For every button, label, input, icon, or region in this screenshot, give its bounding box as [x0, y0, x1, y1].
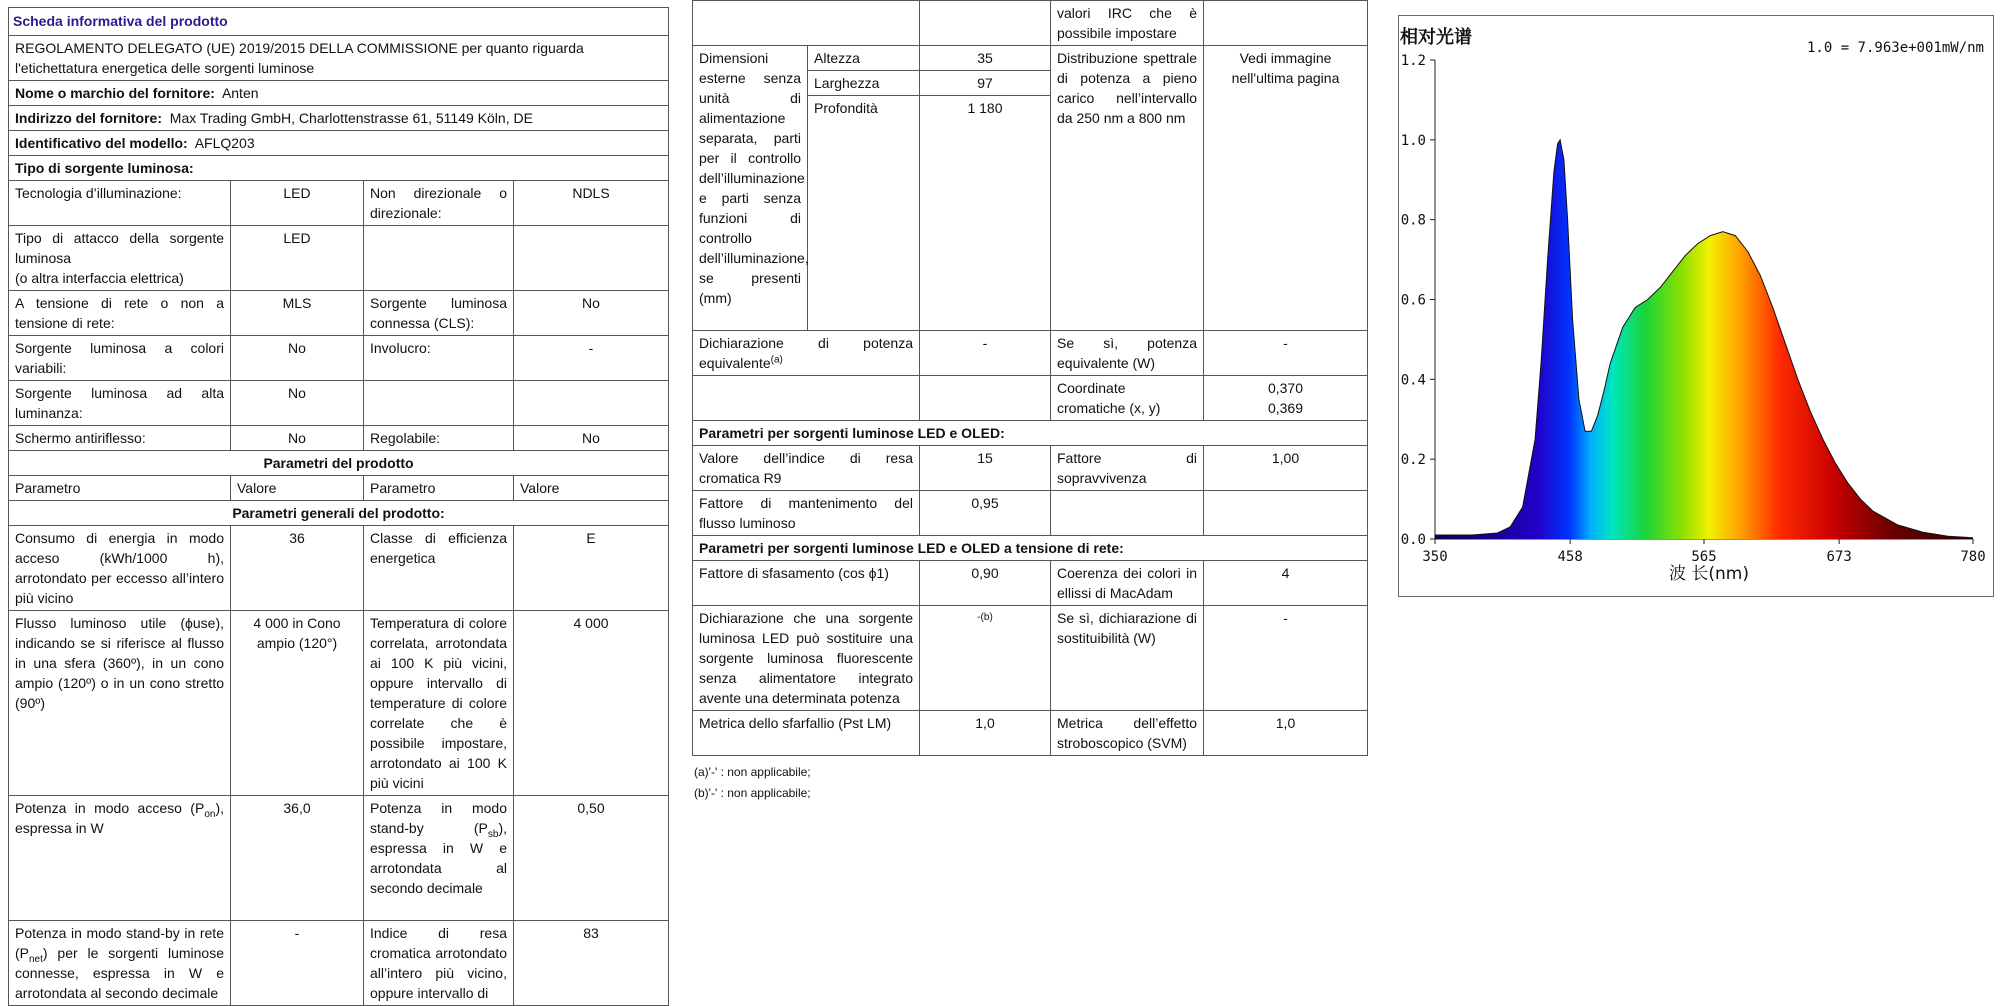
page-title: Scheda informativa del prodotto — [9, 8, 669, 36]
x-tick-label: 458 — [1557, 549, 1583, 565]
spectrum-area — [1435, 140, 1973, 539]
table-row: Larghezza 97 — [693, 71, 1368, 96]
params-heading: Parametri del prodotto — [9, 451, 669, 476]
middle-column — [692, 0, 1367, 804]
general-params-heading: Parametri generali del prodotto: — [9, 501, 669, 526]
product-info-table — [8, 7, 669, 1006]
table-row: Dichiarazione di potenza equivalente$^{(a)}$ - Se sì, potenza equivalente (W) - — [693, 331, 1368, 376]
x-axis — [1422, 539, 1985, 565]
model-id-row: Identificativo del modello: AFLQ203 — [9, 131, 669, 156]
y-tick-label: 0.0 — [1400, 532, 1426, 548]
dimensions-label: Dimensioni esterne senza unità di alimentazione separata, parti per il controllo dell’illuminazione e parti senza funzioni di controllo dell’illuminazione, se presenti (mm) — [693, 46, 808, 331]
y-tick-label: 1.2 — [1400, 53, 1426, 69]
x-tick-label: 673 — [1826, 549, 1852, 565]
table-row: Potenza in modo stand-by in rete $(P_{net})$ per le sorgenti luminose connesse, espressa in W e arrotondata al secondo decimale - Indice di resa cromatica arrotondato all’intero più vicino, oppure intervallo di 83 — [9, 921, 669, 1006]
supplier-address-row: Indirizzo del fornitore: Max Trading GmbH, Charlottenstrasse 61, 51149 Köln, DE — [9, 106, 669, 131]
table-row: Fattore di mantenimento del flusso luminoso 0,95 — [693, 491, 1368, 536]
y-tick-label: 0.8 — [1400, 212, 1426, 229]
table-row: Coordinate cromatiche (x, y) 0,370 0,369 — [693, 376, 1368, 421]
footnotes — [692, 762, 1367, 804]
left-column — [8, 7, 668, 1006]
table-row: Schermo antiriflesso: No Regolabile: No — [9, 426, 669, 451]
spectrum-chart-svg — [1399, 16, 1993, 596]
table-row: Flusso luminoso utile (ϕuse), indicando se si riferisce al flusso in una sfera (360º), in un cono ampio (120º) o in un cono stretto (90º) 4 000 in Cono ampio (120°) Temperatura di colore correlata, arrotondata ai 100 K più vicini, oppure intervallo di temperature di colore correlate che è possibile impostare, arrotondato ai 100 K più vicini 4 000 — [9, 611, 669, 796]
table-row: Potenza in modo acceso $(P_{on})$, espressa in W 36,0 Potenza in modo stand-by $(P_{sb})$, espressa in W e arrotondata al secondo decimale 0,50 — [9, 796, 669, 921]
table-row: valori IRC che è possibile impostare — [693, 1, 1368, 46]
spectrum-chart — [1398, 15, 1994, 597]
x-tick-label: 350 — [1422, 549, 1448, 565]
chart-annotation: 1.0 = 7.963e+001mW/nm — [1806, 40, 1984, 56]
x-tick-label: 780 — [1960, 549, 1986, 565]
product-params-table — [692, 0, 1368, 756]
x-axis-label: 波 长(nm) — [1668, 564, 1750, 584]
table-row: Dimensioni esterne senza unità di alimentazione separata, parti per il controllo dell’illuminazione e parti senza funzioni di controllo dell’illuminazione, se presenti (mm) Altezza 35 Distribuzione spettrale di potenza a pieno carico nell’intervallo da 250 nm a 800 nm Vedi immagine nell'ultima pagina — [693, 46, 1368, 71]
mains-params-heading: Parametri per sorgenti luminose LED e OLED a tensione di rete: — [693, 536, 1368, 561]
y-tick-label: 0.2 — [1400, 452, 1426, 469]
table-row: Tecnologia d’illuminazione: LED Non direzionale o direzionale: NDLS — [9, 181, 669, 226]
y-tick-label: 0.4 — [1400, 372, 1426, 389]
footnote-a: (a)'-' : non applicabile; — [694, 765, 811, 779]
chart-title: 相对光谱 — [1400, 27, 1472, 48]
y-tick-label: 0.6 — [1400, 292, 1426, 309]
y-tick-label: 1.0 — [1400, 132, 1426, 149]
table-row: Metrica dello sfarfallio (Pst LM) 1,0 Metrica dell’effetto stroboscopico (SVM) 1,0 — [693, 711, 1368, 756]
source-type-heading: Tipo di sorgente luminosa: — [9, 156, 669, 181]
table-row: Fattore di sfasamento (cos ϕ1) 0,90 Coerenza dei colori in ellissi di MacAdam 4 — [693, 561, 1368, 606]
table-row: Valore dell’indice di resa cromatica R9 15 Fattore di sopravvivenza 1,00 — [693, 446, 1368, 491]
supplier-brand-row: Nome o marchio del fornitore: Anten — [9, 81, 669, 106]
y-axis — [1401, 53, 1435, 548]
table-row: Tipo di attacco della sorgente luminosa (o altra interfaccia elettrica) LED — [9, 226, 669, 291]
regulation-text: REGOLAMENTO DELEGATO (UE) 2019/2015 DELLA COMMISSIONE per quanto riguarda l'etichettatura energetica delle sorgenti luminose — [9, 36, 669, 81]
table-row: Consumo di energia in modo acceso (kWh/1000 h), arrotondato per eccesso all’intero più vicino 36 Classe di efficienza energetica E — [9, 526, 669, 611]
table-row: Profondità 1 180 — [693, 96, 1368, 331]
table-row: A tensione di rete o non a tensione di rete: MLS Sorgente luminosa connessa (CLS): No — [9, 291, 669, 336]
table-row: Dichiarazione che una sorgente luminosa LED può sostituire una sorgente luminosa fluorescente senza alimentatore integrato avente una determinata potenza -(b) Se sì, dichiarazione di sostituibilità (W) - — [693, 606, 1368, 711]
table-row: Sorgente luminosa ad alta luminanza: No — [9, 381, 669, 426]
table-row: Sorgente luminosa a colori variabili: No Involucro: - — [9, 336, 669, 381]
x-tick-label: 565 — [1691, 549, 1717, 565]
footnote-b: (b)'-' : non applicabile; — [694, 786, 811, 800]
column-header-row: Parametro Valore Parametro Valore — [9, 476, 669, 501]
led-params-heading: Parametri per sorgenti luminose LED e OLED: — [693, 421, 1368, 446]
